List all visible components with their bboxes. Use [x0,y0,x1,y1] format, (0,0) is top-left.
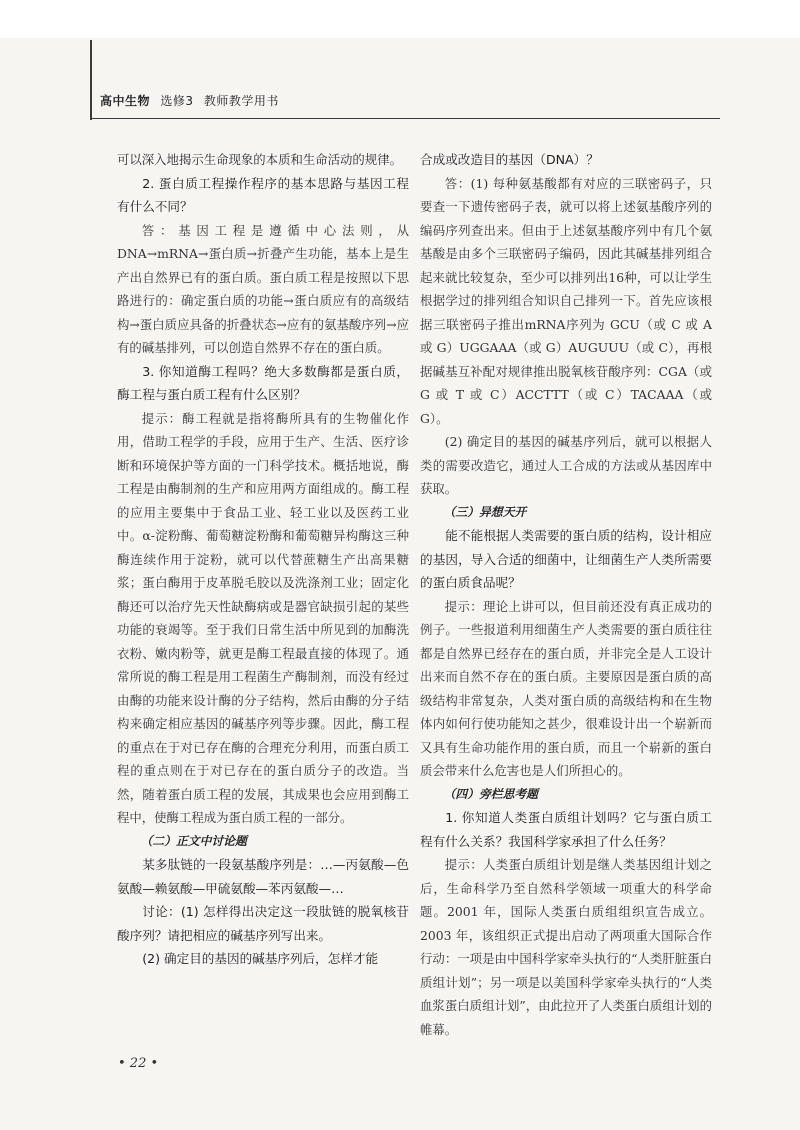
question-paragraph: 能不能根据人类需要的蛋白质的结构，设计相应的基因，导入合适的细菌中，让细菌生产人类所需要的蛋白质食品呢？ [420,528,712,590]
question-paragraph: 讨论：(1) 怎样得出决定这一段肽链的脱氧核苷酸序列？请把相应的碱基序列写出来。 [117,904,409,943]
header-rule [90,118,720,119]
left-column [117,148,409,971]
section-heading: （二）正文中讨论题 [140,833,247,848]
answer-paragraph: 答：(1) 每种氨基酸都有对应的三联密码子，只要查一下遗传密码子表，就可以将上述氨基酸序列的编码序列查出来。但由于上述氨基酸序列中有几个氨基酸是由多个三联密码子编码，因此其碱基排列组合起来就比较复杂，至少可以排列出16种，可以让学生根据学过的排列组合知识自己排列一下。首先应该根据三联密码子推出mRNA序列为 GCU（或 C 或 A 或 G）UGGAAA（或 G）AUGUUU（或 C），再根据碱基互补配对规律推出脱氧核苷酸序列：CGA（或 G 或 T 或 C）ACCTTT（或 C）TACAAA（或 G）。 [420,175,712,426]
body-paragraph: 可以深入地揭示生命现象的本质和生命活动的规律。 [117,152,402,167]
question-paragraph: (2) 确定目的基因的碱基序列后，怎样才能 [142,951,379,966]
answer-paragraph: 答：基因工程是遵循中心法则，从 DNA→mRNA→蛋白质→折叠产生功能，基本上是生产出自然界已有的蛋白质。蛋白质工程是按照以下思路进行的：确定蛋白质的功能→蛋白质应有的高级结构→蛋白质应具备的折叠状态→应有的氨基酸序列→应有的碱基排列，可以创造自然界不存在的蛋白质。 [117,222,409,355]
header-book: 高中生物 [100,94,151,108]
answer-paragraph: 提示：理论上讲可以，但目前还没有真正成功的例子。一些报道利用细菌生产人类需要的蛋白质往往都是自然界已经存在的蛋白质，并非完全是人工设计出来而自然不存在的蛋白质。主要原因是蛋白质的高级结构非常复杂，人类对蛋白质的高级结构和在生物体内如何行使功能知之甚少，很难设计出一个崭新而又具有生命功能作用的蛋白质，而且一个崭新的蛋白质会带来什么危害也是人们所担心的。 [420,598,712,778]
answer-paragraph: (2) 确定目的基因的碱基序列后，就可以根据人类的需要改造它，通过人工合成的方法或从基因库中获取。 [420,434,712,496]
page-number: • 22 • [118,1056,159,1071]
header-type: 教师教学用书 [203,94,279,108]
question-paragraph: 2. 蛋白质工程操作程序的基本思路与基因工程有什么不同？ [117,175,409,214]
question-paragraph: 合成或改造目的基因（DNA）？ [420,152,599,167]
header-volume: 选修3 [160,94,194,108]
section-heading: （三）异想天开 [443,504,527,519]
question-paragraph: 3. 你知道酶工程吗？绝大多数酶都是蛋白质，酶工程与蛋白质工程有什么区别？ [117,363,409,402]
question-paragraph: 某多肽链的一段氨基酸序列是：…—丙氨酸—色氨酸—赖氨酸—甲硫氨酸—苯丙氨酸—… [117,857,409,896]
page-top-band [0,0,800,38]
answer-paragraph: 提示：酶工程就是指将酶所具有的生物催化作用，借助工程学的手段，应用于生产、生活、医疗诊断和环境保护等方面的一门科学技术。概括地说，酶工程是由酶制剂的生产和应用两方面组成的。酶工程的应用主要集中于食品工业、轻工业以及医药工业中。α-淀粉酶、葡萄糖淀粉酶和葡萄糖异构酶这三种酶连续作用于淀粉，就可以代替蔗糖生产出高果糖浆；蛋白酶用于皮革脱毛胶以及洗涤剂工业；固定化酶还可以治疗先天性缺酶病或是器官缺损引起的某些功能的衰竭等。至于我们日常生活中所见到的加酶洗衣粉、嫩肉粉等，就更是酶工程最直接的体现了。通常所说的酶工程是用工程菌生产酶制剂，而没有经过由酶的功能来设计酶的分子结构，然后由酶的分子结构来确定相应基因的碱基序列等步骤。因此，酶工程的重点在于对已存在酶的合理充分利用，而蛋白质工程的重点则在于对已存在的蛋白质分子的改造。当然，随着蛋白质工程的发展，其成果也会应用到酶工程中，使酶工程成为蛋白质工程的一部分。 [117,410,409,825]
running-header [100,92,279,109]
header-rule-vertical [90,40,92,120]
right-column [420,148,712,1041]
question-paragraph: 1. 你知道人类蛋白质组计划吗？它与蛋白质工程有什么关系？我国科学家承担了什么任务？ [420,810,712,849]
answer-paragraph: 提示：人类蛋白质组计划是继人类基因组计划之后，生命科学乃至自然科学领域一项重大的科学命题。2001 年，国际人类蛋白质组组织宣告成立。2003 年，该组织正式提出启动了两项重大国际合作行动：一项是由中国科学家牵头执行的“人类肝脏蛋白质组计划”；另一项是以美国科学家牵头执行的“人类血浆蛋白质组计划”，由此拉开了人类蛋白质组计划的帷幕。 [420,857,712,1037]
section-heading: （四）旁栏思考题 [443,786,538,801]
